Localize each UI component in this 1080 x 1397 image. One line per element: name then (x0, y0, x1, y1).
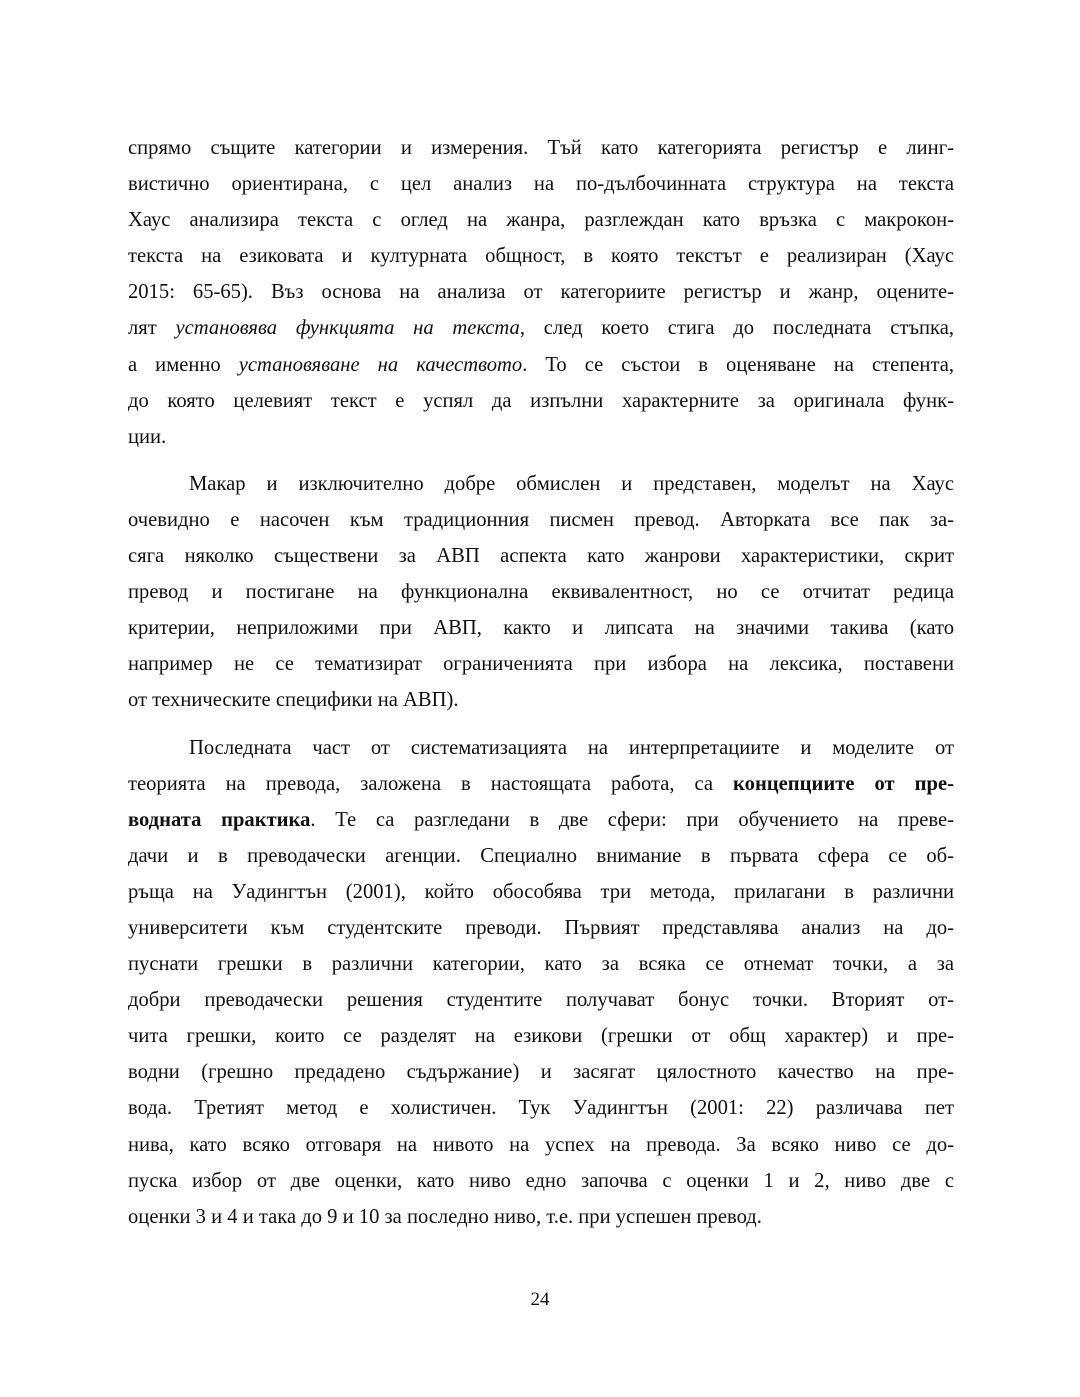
text-line (128, 682, 954, 718)
text-segment: текста на езиковата и културната общност, в която текстът е реализиран (Хаус (128, 245, 954, 268)
text-line (128, 466, 954, 502)
text-line (128, 874, 954, 910)
text-line (128, 538, 954, 574)
paragraph (128, 730, 954, 1235)
page-number: 24 (530, 1289, 550, 1310)
text-segment: пуска избор от две оценки, като ниво едно започва с оценки 1 и 2, ниво две с (128, 1169, 954, 1192)
text-line (128, 1127, 954, 1163)
text-segment: ции. (128, 425, 167, 448)
text-segment: университети към студентските преводи. Първият представлява анализ на до- (128, 916, 954, 939)
text-line (128, 1054, 954, 1090)
text-segment: ръща на Уадингтън (2001), който обособява три метода, прилагани в различни (128, 880, 954, 903)
text-line (128, 946, 954, 982)
text-segment: . Те са разгледани в две сфери: при обучението на преве- (310, 808, 954, 831)
text-line (128, 730, 954, 766)
italic-text: установяване на качеството (238, 353, 523, 376)
text-line (128, 347, 954, 383)
text-line (128, 310, 954, 346)
text-segment: критерии, неприложими при АВП, както и липсата на значими такива (като (128, 617, 954, 640)
text-line (128, 1199, 954, 1235)
text-segment: теорията на превода, заложена в настоящата работа, са (128, 772, 734, 795)
text-line (128, 166, 954, 202)
text-segment: 2015: 65-65). Въз основа на анализа от категориите регистър и жанр, оцените- (128, 281, 954, 304)
text-segment: лят (128, 317, 176, 340)
text-segment: оценки 3 и 4 и така до 9 и 10 за последно ниво, т.е. при успешен превод. (128, 1205, 762, 1228)
text-line (128, 1090, 954, 1126)
text-line (128, 982, 954, 1018)
text-line (128, 1163, 954, 1199)
text-segment: до която целевият текст е успял да изпълни характерните за оригинала функ- (128, 389, 954, 412)
text-segment: пуснати грешки в различни категории, като за всяка се отнемат точки, а за (128, 953, 954, 976)
text-segment: нива, като всяко отговаря на нивото на успех на превода. За всяко ниво се до- (128, 1133, 954, 1156)
text-line (128, 502, 954, 538)
text-line (128, 838, 954, 874)
text-segment: превод и постигане на функционална еквивалентност, но се отчитат редица (128, 581, 954, 604)
text-segment: вода. Третият метод е холистичен. Тук Уадингтън (2001: 22) различава пет (128, 1097, 954, 1120)
text-segment: от техническите специфики на АВП). (128, 689, 459, 712)
paragraph (128, 466, 954, 719)
text-segment: например не се тематизират ограниченията при избора на лексика, поставени (128, 653, 954, 676)
text-segment: водни (грешно предадено съдържание) и засягат цялостното качество на пре- (128, 1061, 954, 1084)
text-segment: а именно (128, 353, 239, 376)
italic-text: установява функцията на текста (175, 317, 520, 340)
text-line (128, 419, 954, 455)
text-line (128, 766, 954, 802)
text-line (128, 910, 954, 946)
paragraph (128, 130, 954, 455)
text-line (128, 383, 954, 419)
text-segment: чита грешки, които се разделят на езикови (грешки от общ характер) и пре- (128, 1025, 954, 1048)
text-segment: дачи и в преводачески агенции. Специално внимание в първата сфера се об- (128, 844, 954, 867)
text-segment: спрямо същите категории и измерения. Тъй като категорията регистър е линг- (128, 137, 954, 159)
text-segment: Хаус анализира текста с оглед на жанра, разглеждан като връзка с макрокон- (128, 209, 954, 232)
page-body (128, 130, 954, 1235)
text-line (128, 802, 954, 838)
text-segment: добри преводачески решения студентите получават бонус точки. Вторият от- (128, 989, 954, 1012)
text-line (128, 1018, 954, 1054)
text-segment: вистично ориентирана, с цел анализ на по-дълбочинната структура на текста (128, 173, 954, 196)
bold-text: водната практика (128, 808, 311, 831)
bold-text: концепциите от пре- (733, 772, 954, 795)
text-line (128, 202, 954, 238)
text-line (128, 238, 954, 274)
text-segment: . То се състои в оценяване на степента, (522, 353, 954, 376)
text-line (128, 646, 954, 682)
text-line (128, 274, 954, 310)
text-segment: очевидно е насочен към традиционния писмен превод. Авторката все пак за- (128, 508, 954, 531)
text-line (128, 130, 954, 166)
text-segment: Последната част от систематизацията на интерпретациите и моделите от (189, 736, 954, 759)
text-segment: Макар и изключително добре обмислен и представен, моделът на Хаус (189, 472, 954, 495)
text-line (128, 610, 954, 646)
text-segment: , след което стига до последната стъпка, (519, 317, 955, 340)
text-segment: сяга няколко съществени за АВП аспекта като жанрови характеристики, скрит (128, 545, 954, 568)
text-line (128, 574, 954, 610)
